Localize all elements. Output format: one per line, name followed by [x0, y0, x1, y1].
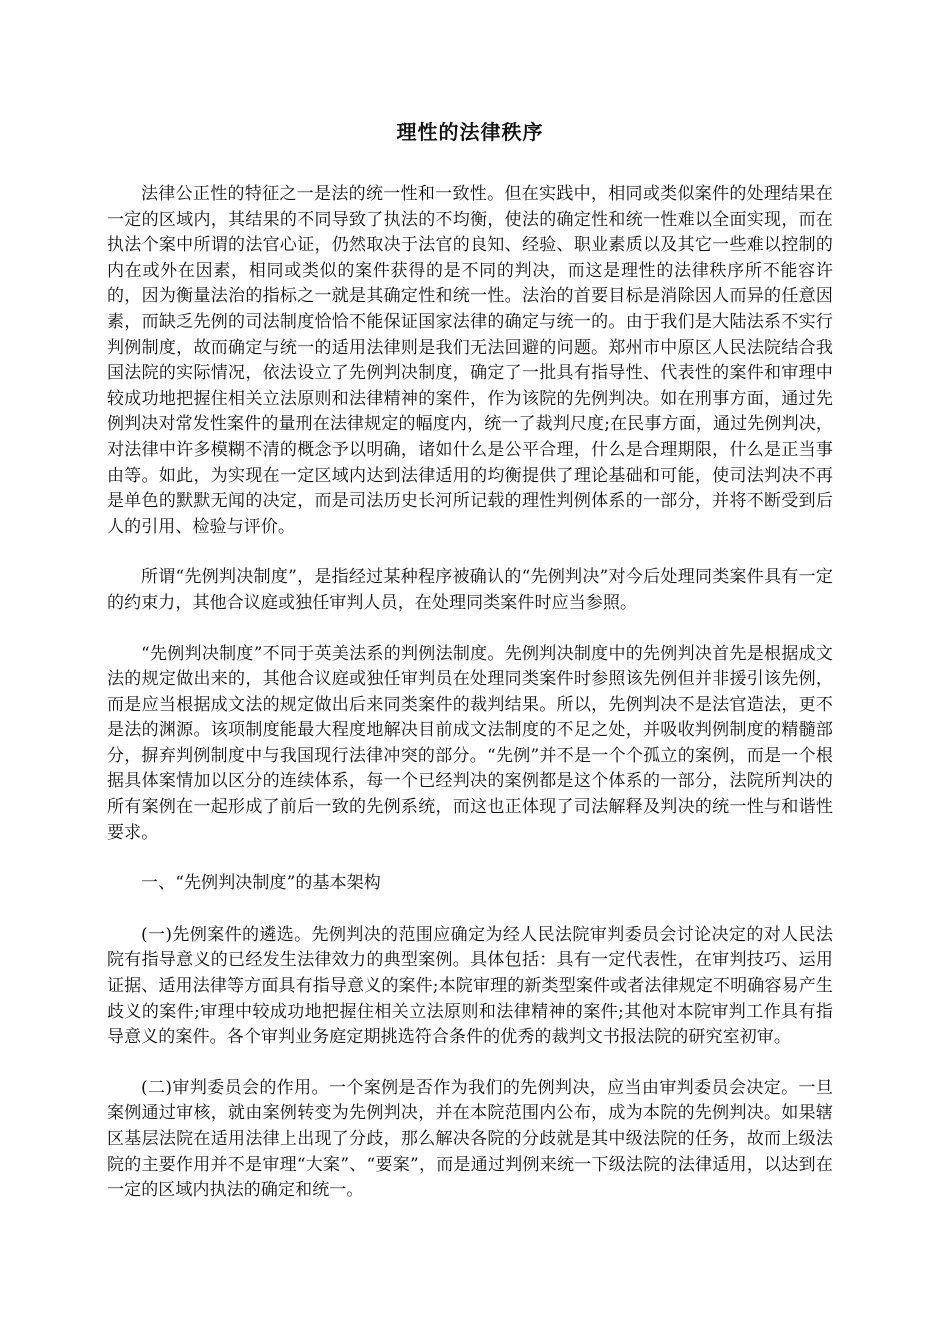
- document-title: 理性的法律秩序: [396, 120, 544, 144]
- paragraph-definition: 所谓“先例判决制度”，是指经过某种程序被确认的“先例判决”对今后处理同类案件具有一定的约束力，其他合议庭或独任审判人员，在处理同类案件时应当参照。: [107, 567, 833, 613]
- section-heading: 一、“先例判决制度”的基本架构: [141, 873, 381, 894]
- paragraph-committee-role: (二)审判委员会的作用。一个案例是否作为我们的先例判决，应当由审判委员会决定。一旦案例通过审核，就由案例转变为先例判决，并在本院范围内公布，成为本院的先例判决。如果辖区基层法院在适用法律上出现了分歧，那么解决各院的分歧就是其中级法院的任务，故而上级法院的主要作用并不是审理“大案”、“要案”，而是通过判例来统一下级法院的法律适用，以达到在一定的区域内执法的确定和统一。: [107, 1077, 833, 1201]
- paragraph-comparison: “先例判决制度”不同于英美法系的判例法制度。先例判决制度中的先例判决首先是根据成文法的规定做出来的，其他合议庭或独任审判员在处理同类案件时参照该先例但并非援引该先例，而是应当根据成文法的规定做出后来同类案件的裁判结果。所以，先例判决不是法官造法，更不是法的渊源。该项制度能最大程度地解决目前成文法制度的不足之处，并吸收判例制度的精髓部分，摒弃判例制度中与我国现行法律冲突的部分。“先例”并不是一个个孤立的案例，而是一个根据具体案情加以区分的连续体系，每一个已经判决的案例都是这个体系的一部分，法院所判决的所有案例在一起形成了前后一致的先例系统，而这也正体现了司法解释及判决的统一性与和谐性要求。: [107, 643, 833, 843]
- paragraph-case-selection: (一)先例案件的遴选。先例判决的范围应确定为经人民法院审判委员会讨论决定的对人民法院有指导意义的已经发生法律效力的典型案例。具体包括：具有一定代表性，在审判技巧、运用证据、适用法律等方面具有指导意义的案件;本院审理的新类型案件或者法律规定不明确容易产生歧义的案件;审理中较成功地把握住相关立法原则和法律精神的案件;其他对本院审判工作具有指导意义的案件。各个审判业务庭定期挑选符合条件的优秀的裁判文书报法院的研究室初审。: [107, 924, 833, 1048]
- paragraph-intro: 法律公正性的特征之一是法的统一性和一致性。但在实践中，相同或类似案件的处理结果在一定的区域内，其结果的不同导致了执法的不均衡，使法的确定性和统一性难以全面实现，而在执法个案中所谓的法官心证，仍然取决于法官的良知、经验、职业素质以及其它一些难以控制的内在或外在因素，相同或类似的案件获得的是不同的判决，而这是理性的法律秩序所不能容许的，因为衡量法治的指标之一就是其确定性和统一性。法治的首要目标是消除因人而异的任意因素，而缺乏先例的司法制度恰恰不能保证国家法律的确定与统一的。由于我们是大陆法系不实行判例制度，故而确定与统一的适用法律则是我们无法回避的问题。郑州市中原区人民法院结合我国法院的实际情况，依法设立了先例判决制度，确定了一批具有指导性、代表性的案件和审理中较成功地把握住相关立法原则和法律精神的案件，作为该院的先例判决。如在刑事方面，通过先例判决对常发性案件的量刑在法律规定的幅度内，统一了裁判尺度;在民事方面，通过先例判决，对法律中许多模糊不清的概念予以明确，诸如什么是公平合理，什么是合理期限，什么是正当事由等。如此，为实现在一定区域内达到法律适用的均衡提供了理论基础和可能，使司法判决不再是单色的默默无闻的决定，而是司法历史长河所记载的理性判例体系的一部分，并将不断受到后人的引用、检验与评价。: [107, 184, 833, 537]
- document-page: [107, 118, 833, 1229]
